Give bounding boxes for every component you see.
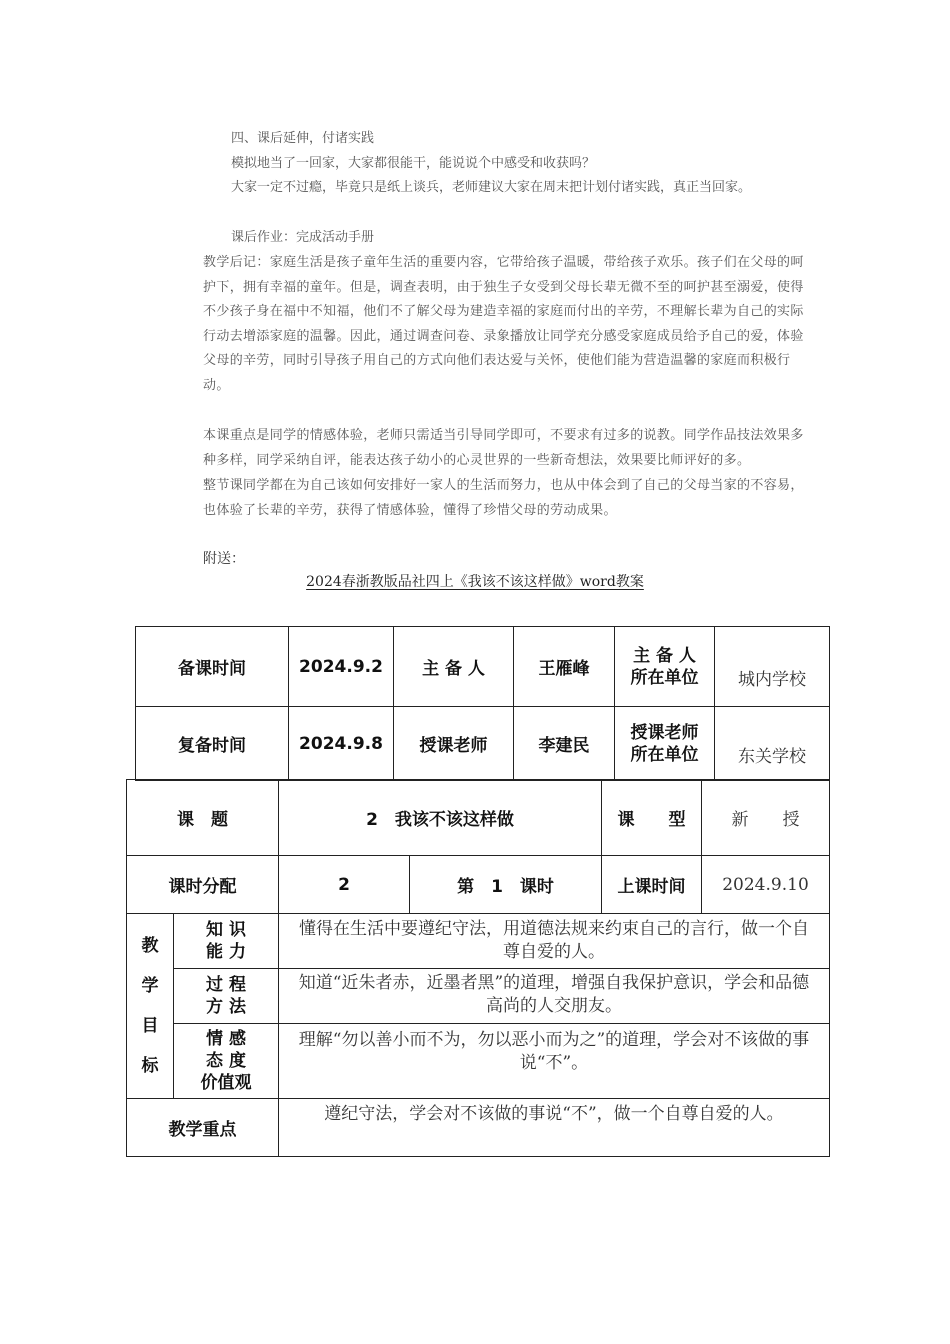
period-number: 第 1 课时 <box>410 856 602 914</box>
goals-char-4: 标 <box>141 1056 159 1076</box>
periods-value: 2 <box>279 856 410 914</box>
periods-label: 课时分配 <box>127 856 279 914</box>
focus-label: 教学重点 <box>127 1099 279 1157</box>
lead-preparer-value: 王雁峰 <box>514 627 615 707</box>
lead-preparer-label: 主 备 人 <box>394 627 514 707</box>
goal-text-emotion: 理解“勿以善小而不为，勿以恶小而为之”的道理，学会对不该做的事说“不”。 <box>279 1024 830 1099</box>
teacher-unit-label-line-2: 所在单位 <box>630 744 699 765</box>
goal-label-knowledge <box>174 914 279 969</box>
review-time-label: 复备时间 <box>136 707 289 781</box>
teacher-unit-value: 东关学校 <box>715 707 830 781</box>
lead-unit-label-line-1: 主 备 人 <box>633 645 696 666</box>
section-line-2: 大家一定不过瘾，毕竟只是纸上谈兵，老师建议大家在周末把计划付诸实践，真正当回家。 <box>231 180 752 195</box>
periods-row <box>127 856 830 914</box>
section-heading: 四、课后延伸，付诸实践 <box>231 131 375 146</box>
lead-unit-label <box>615 627 715 707</box>
topic-label: 课 题 <box>127 780 279 856</box>
class-time-label: 上课时间 <box>602 856 702 914</box>
goal-label-knowledge-line-2: 能 力 <box>206 942 246 962</box>
homework-line: 课后作业：完成活动手册 <box>231 230 375 245</box>
goal-text-process: 知道“近朱者赤，近墨者黑”的道理，增强自我保护意识，学会和品德高尚的人交朋友。 <box>279 969 830 1024</box>
prep-time-label: 备课时间 <box>136 627 289 707</box>
teacher-unit-label-line-1: 授课老师 <box>630 722 699 743</box>
teacher-label: 授课老师 <box>394 707 514 781</box>
review-time-value: 2024.9.8 <box>289 707 394 781</box>
focus-text: 遵纪守法，学会对不该做的事说“不”，做一个自尊自爱的人。 <box>279 1099 830 1157</box>
topic-value: 2 我该不该这样做 <box>279 780 602 856</box>
prep-info-table <box>135 626 830 781</box>
attach-label: 附送： <box>203 551 245 567</box>
teaching-goals-label <box>127 914 174 1099</box>
goal-label-process-line-1: 过 程 <box>206 975 246 995</box>
goal-label-knowledge-line-1: 知 识 <box>206 920 246 940</box>
lead-unit-value: 城内学校 <box>715 627 830 707</box>
goal-label-emotion-line-1: 情 感 <box>206 1029 246 1049</box>
goal-row-process <box>127 969 830 1024</box>
document-title: 2024春浙教版品社四上《我该不该这样做》word教案 <box>306 574 644 590</box>
lesson-table <box>126 779 830 1157</box>
goal-label-emotion-line-3: 价值观 <box>200 1073 252 1093</box>
goal-label-emotion-line-2: 态 度 <box>206 1051 246 1071</box>
section-line-1: 模拟地当了一回家，大家都很能干，能说说个中感受和收获吗？ <box>231 156 596 171</box>
goals-char-2: 学 <box>141 976 159 996</box>
goal-label-process-line-2: 方 法 <box>206 997 246 1017</box>
teacher-unit-label <box>615 707 715 781</box>
goal-text-knowledge: 懂得在生活中要遵纪守法，用道德法规来约束自己的言行，做一个自尊自爱的人。 <box>279 914 830 969</box>
topic-row <box>127 780 830 856</box>
goal-row-knowledge <box>127 914 830 969</box>
goals-char-1: 教 <box>141 936 159 956</box>
teacher-value: 李建民 <box>514 707 615 781</box>
goal-label-emotion <box>174 1024 279 1099</box>
lead-unit-label-line-2: 所在单位 <box>630 667 699 688</box>
type-value: 新 授 <box>702 780 830 856</box>
type-label: 课 型 <box>602 780 702 856</box>
goal-row-emotion <box>127 1024 830 1099</box>
focus-row <box>127 1099 830 1157</box>
reflection-paragraph-1: 教学后记：家庭生活是孩子童年生活的重要内容，它带给孩子温暖，带给孩子欢乐。孩子们在父母的呵护下，拥有幸福的童年。但是，调查表明，由于独生子女受到父母长辈无微不至的呵护甚至溺爱，使得不少孩子身在福中不知福，他们不了解父母为建造幸福的家庭而付出的辛劳，不理解长辈为自己的实际行动去增添家庭的温馨。因此，通过调查问卷、录象播放让同学充分感受家庭成员给予自己的爱，体验父母的辛劳，同时引导孩子用自己的方式向他们表达爱与关怀，使他们能为营造温馨的家庭而积极行动。 <box>203 255 804 393</box>
reflection-paragraph-3: 整节课同学都在为自己该如何安排好一家人的生活而努力，也从中体会到了自己的父母当家的不容易，也体验了长辈的辛劳，获得了情感体验，懂得了珍惜父母的劳动成果。 <box>203 478 804 518</box>
prep-row-1 <box>136 627 830 707</box>
prep-row-2 <box>136 707 830 781</box>
class-time-value: 2024.9.10 <box>702 856 830 914</box>
reflection-paragraph-2: 本课重点是同学的情感体验，老师只需适当引导同学即可，不要求有过多的说教。同学作品技法效果多种多样，同学采纳自评，能表达孩子幼小的心灵世界的一些新奇想法，效果要比师评好的多。 <box>203 428 804 468</box>
goals-char-3: 目 <box>141 1016 159 1036</box>
goal-label-process <box>174 969 279 1024</box>
prep-time-value: 2024.9.2 <box>289 627 394 707</box>
